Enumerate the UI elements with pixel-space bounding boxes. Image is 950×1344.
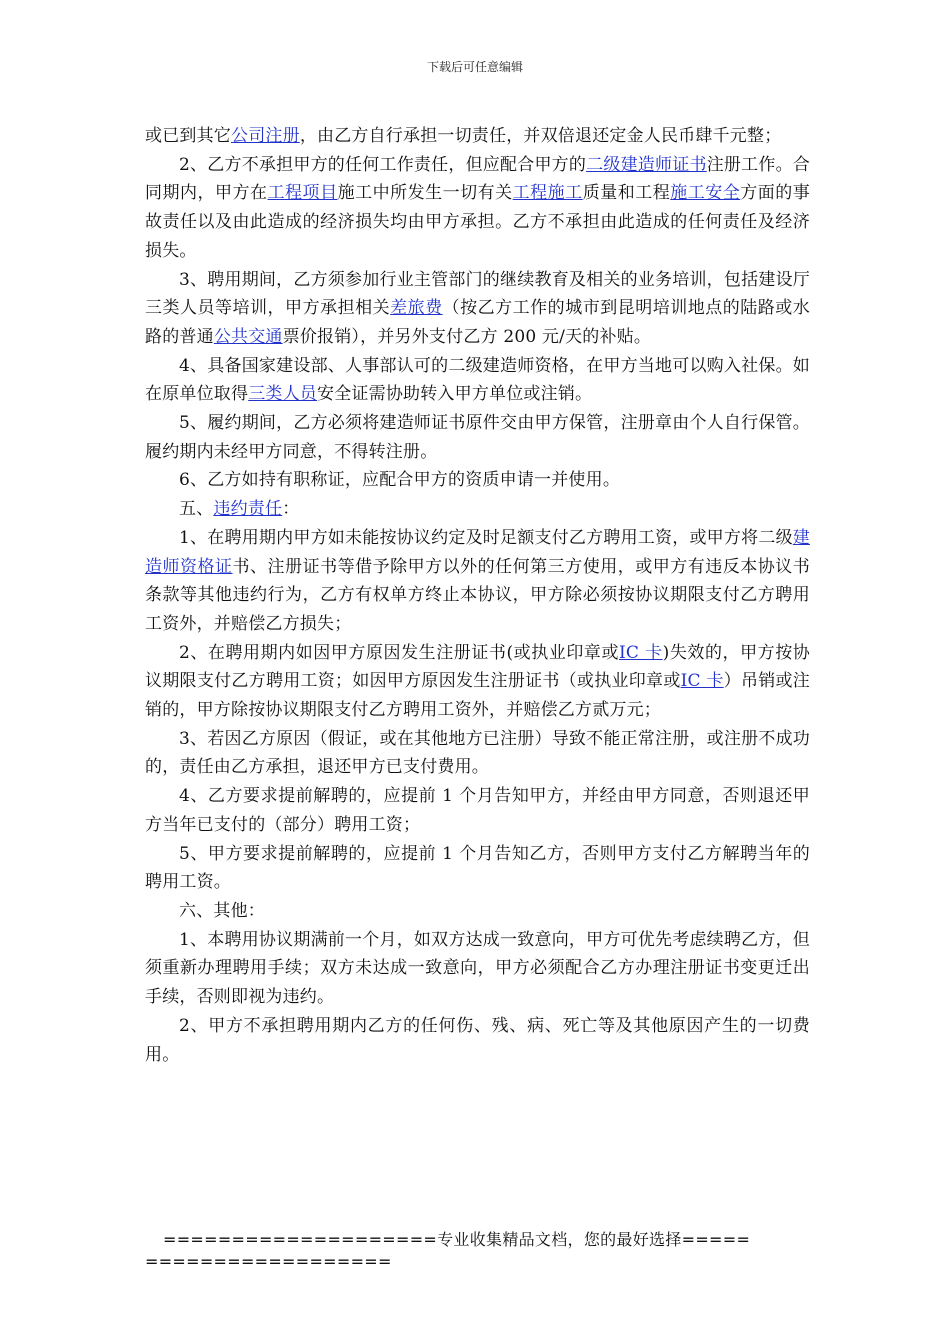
- hyperlink[interactable]: 二级建造师证书: [586, 154, 707, 175]
- hyperlink[interactable]: IC 卡: [619, 642, 663, 663]
- text-run: 4、具备国家建设部、人事部认可的二级建造师资格，在甲方当地可以购入社保。如在原单位取得: [145, 355, 810, 405]
- hyperlink[interactable]: 工程施工: [512, 183, 583, 204]
- paragraph: [145, 782, 810, 839]
- text-run: 2、乙方不承担甲方的任何工作责任，但应配合甲方的: [179, 154, 587, 175]
- paragraph: [145, 725, 810, 782]
- text-run: ）吊销或注销的，甲方除按协议期限支付乙方聘用工资外，并赔偿乙方贰万元；: [145, 671, 811, 721]
- text-run: 5、履约期间，乙方必须将建造师证书原件交由甲方保管，注册章由个人自行保管。履约期内未经甲方同意，不得转注册。: [145, 413, 810, 462]
- text-run: 3、若因乙方原因（假证，或在其他地方已注册）导致不能正常注册，或注册不成功的，责任由乙方承担，退还甲方已支付费用。: [145, 728, 810, 778]
- page-footer: [145, 1229, 805, 1273]
- text-run: 1、在聘用期内甲方如未能按协议约定及时足额支付乙方聘用工资，或甲方将二级: [179, 527, 793, 548]
- paragraph: [145, 897, 810, 926]
- hyperlink[interactable]: 公共交通: [213, 326, 283, 347]
- document-body: [145, 122, 810, 1069]
- hyperlink[interactable]: 三类人员: [248, 384, 318, 405]
- text-run: ，由乙方自行承担一切责任，并双倍退还定金人民币肆千元整；: [299, 126, 782, 146]
- paragraph: [145, 495, 810, 524]
- text-run: 3、聘用期间，乙方须参加行业主管部门的继续教育及相关的业务培训，包括建设厅三类人员等培训，甲方承担相关: [145, 269, 810, 319]
- hyperlink[interactable]: 建造师资格证: [145, 527, 810, 577]
- paragraph: [145, 409, 810, 466]
- text-run: 1、本聘用协议期满前一个月，如双方达成一致意向，甲方可优先考虑续聘乙方，但须重新办理聘用手续；双方未达成一致意向，甲方必须配合乙方办理注册证书变更迁出手续，否则即视为违约。: [145, 929, 810, 1008]
- paragraph: [145, 352, 810, 409]
- text-run: 2、在聘用期内如因甲方原因发生注册证书(或执业印章或: [179, 642, 620, 663]
- text-run: 2、甲方不承担聘用期内乙方的任何伤、残、病、死亡等及其他原因产生的一切费用。: [145, 1015, 810, 1065]
- paragraph: [145, 840, 810, 897]
- hyperlink[interactable]: 施工安全: [670, 183, 741, 204]
- paragraph: [145, 466, 810, 495]
- text-run: 票价报销），并另外支付乙方 200 元/天的补贴。: [282, 326, 652, 347]
- hyperlink[interactable]: 违约责任: [213, 499, 283, 520]
- paragraph: [145, 151, 810, 266]
- page-header: 下载后可任意编辑: [426, 60, 523, 74]
- paragraph: [145, 266, 810, 352]
- hyperlink[interactable]: 公司注册: [231, 126, 300, 146]
- text-run: 6、乙方如持有职称证，应配合甲方的资质申请一并使用。: [179, 470, 621, 491]
- text-run: 方面的事故责任以及由此造成的经济损失均由甲方承担。乙方不承担由此造成的任何责任及经济损失。: [145, 183, 810, 261]
- hyperlink[interactable]: IC 卡: [680, 671, 724, 692]
- text-run: ：: [282, 499, 300, 520]
- paragraph: [145, 524, 810, 639]
- text-run: 六、其他：: [179, 900, 265, 921]
- footer-line-2: ==================: [145, 1252, 392, 1271]
- paragraph: [145, 1012, 810, 1069]
- footer-line-1: ====================专业收集精品文档，您的最好选择=====: [163, 1230, 751, 1249]
- text-run: 书、注册证书等借予除甲方以外的任何第三方使用，或甲方有违反本协议书条款等其他违约行为，乙方有权单方终止本协议，甲方除必须按协议期限支付乙方聘用工资外，并赔偿乙方损失；: [145, 556, 810, 634]
- text-run: 质量和工程: [582, 183, 671, 204]
- hyperlink[interactable]: 差旅费: [390, 298, 443, 319]
- text-run: 注册工作。合同期内，甲方在: [145, 154, 810, 204]
- text-run: 4、乙方要求提前解聘的，应提前 1 个月告知甲方，并经由甲方同意，否则退还甲方当年已支付的（部分）聘用工资；: [145, 786, 810, 835]
- paragraph: [145, 122, 810, 151]
- text-run: 施工中所发生一切有关: [337, 183, 513, 204]
- text-run: （按乙方工作的城市到昆明培训地点的陆路或水路的普通: [145, 298, 810, 347]
- hyperlink[interactable]: 工程项目: [267, 183, 338, 204]
- text-run: 或已到其它: [145, 126, 231, 146]
- text-run: 安全证需协助转入甲方单位或注销。: [317, 384, 593, 405]
- text-run: 五、: [179, 499, 214, 520]
- paragraph: [145, 639, 810, 725]
- paragraph: [145, 926, 810, 1012]
- text-run: )失效的，甲方按协议期限支付乙方聘用工资；如因甲方原因发生注册证书（或执业印章或: [145, 642, 810, 692]
- text-run: 5、甲方要求提前解聘的，应提前 1 个月告知乙方，否则甲方支付乙方解聘当年的聘用工资。: [145, 843, 810, 893]
